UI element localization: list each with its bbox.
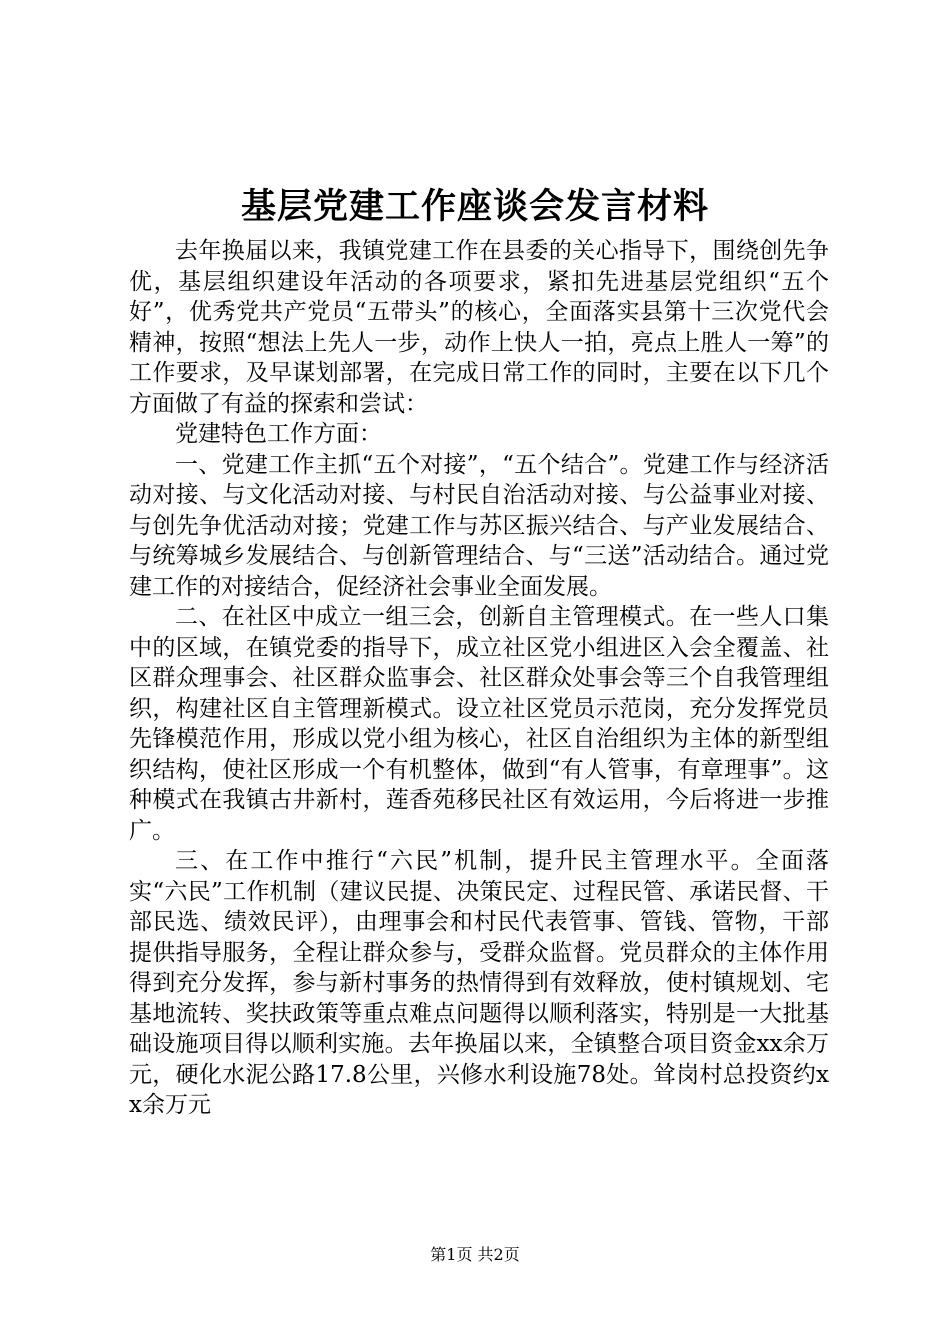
paragraph-section-heading: 党建特色工作方面： (175, 421, 382, 447)
paragraph-item-1: 一、党建工作主抓“五个对接”，“五个结合”。党建工作与经济活动对接、与文化活动对接、与村民自治活动对接、与公益事业对接、与创先争优活动对接；党建工作与苏区振兴结合、与产业发展结合、与统筹城乡发展结合、与创新管理结合、与“三送”活动结合。通过党建工作的对接结合，促经济社会事业全面发展。 (129, 451, 829, 600)
paragraph-item-3: 三、在工作中推行“六民”机制，提升民主管理水平。全面落实“六民”工作机制（建议民提、决策民定、过程民管、承诺民督、干部民选、绩效民评），由理事会和村民代表管事、管钱、管物，干部提供指导服务，全程让群众参与，受群众监督。党员群众的主体作用得到充分发挥，参与新村事务的热情得到有效释放，使村镇规划、宅基地流转、奖扶政策等重点难点问题得以顺利落实，特别是一大批基础设施项目得以顺利实施。去年换届以来，全镇整合项目资金xx余万元，硬化水泥公路17.8公里，兴修水利设施78处。耸岗村总投资约xx余万元 (129, 848, 829, 1118)
document-title: 基层党建工作座谈会发言材料 (240, 186, 709, 227)
document-body (129, 236, 829, 1121)
page-number-footer: 第1页 共2页 (430, 1245, 520, 1264)
paragraph-intro: 去年换届以来，我镇党建工作在县委的关心指导下，围绕创先争优，基层组织建设年活动的各项要求，紧扣先进基层党组织“五个好”，优秀党共产党员“五带头”的核心，全面落实县第十三次党代会精神，按照“想法上先人一步，动作上快人一拍，亮点上胜人一筹”的工作要求，及早谋划部署，在完成日常工作的同时，主要在以下几个方面做了有益的探索和尝试： (129, 238, 829, 417)
paragraph-item-2: 二、在社区中成立一组三会，创新自主管理模式。在一些人口集中的区域，在镇党委的指导下，成立社区党小组进区入会全覆盖、社区群众理事会、社区群众监事会、社区群众处事会等三个自我管理组织，构建社区自主管理新模式。设立社区党员示范岗，充分发挥党员先锋模范作用，形成以党小组为核心，社区自治组织为主体的新型组织结构，使社区形成一个有机整体，做到“有人管事，有章理事”。这种模式在我镇古井新村，莲香苑移民社区有效运用，今后将进一步推广。 (129, 604, 829, 844)
